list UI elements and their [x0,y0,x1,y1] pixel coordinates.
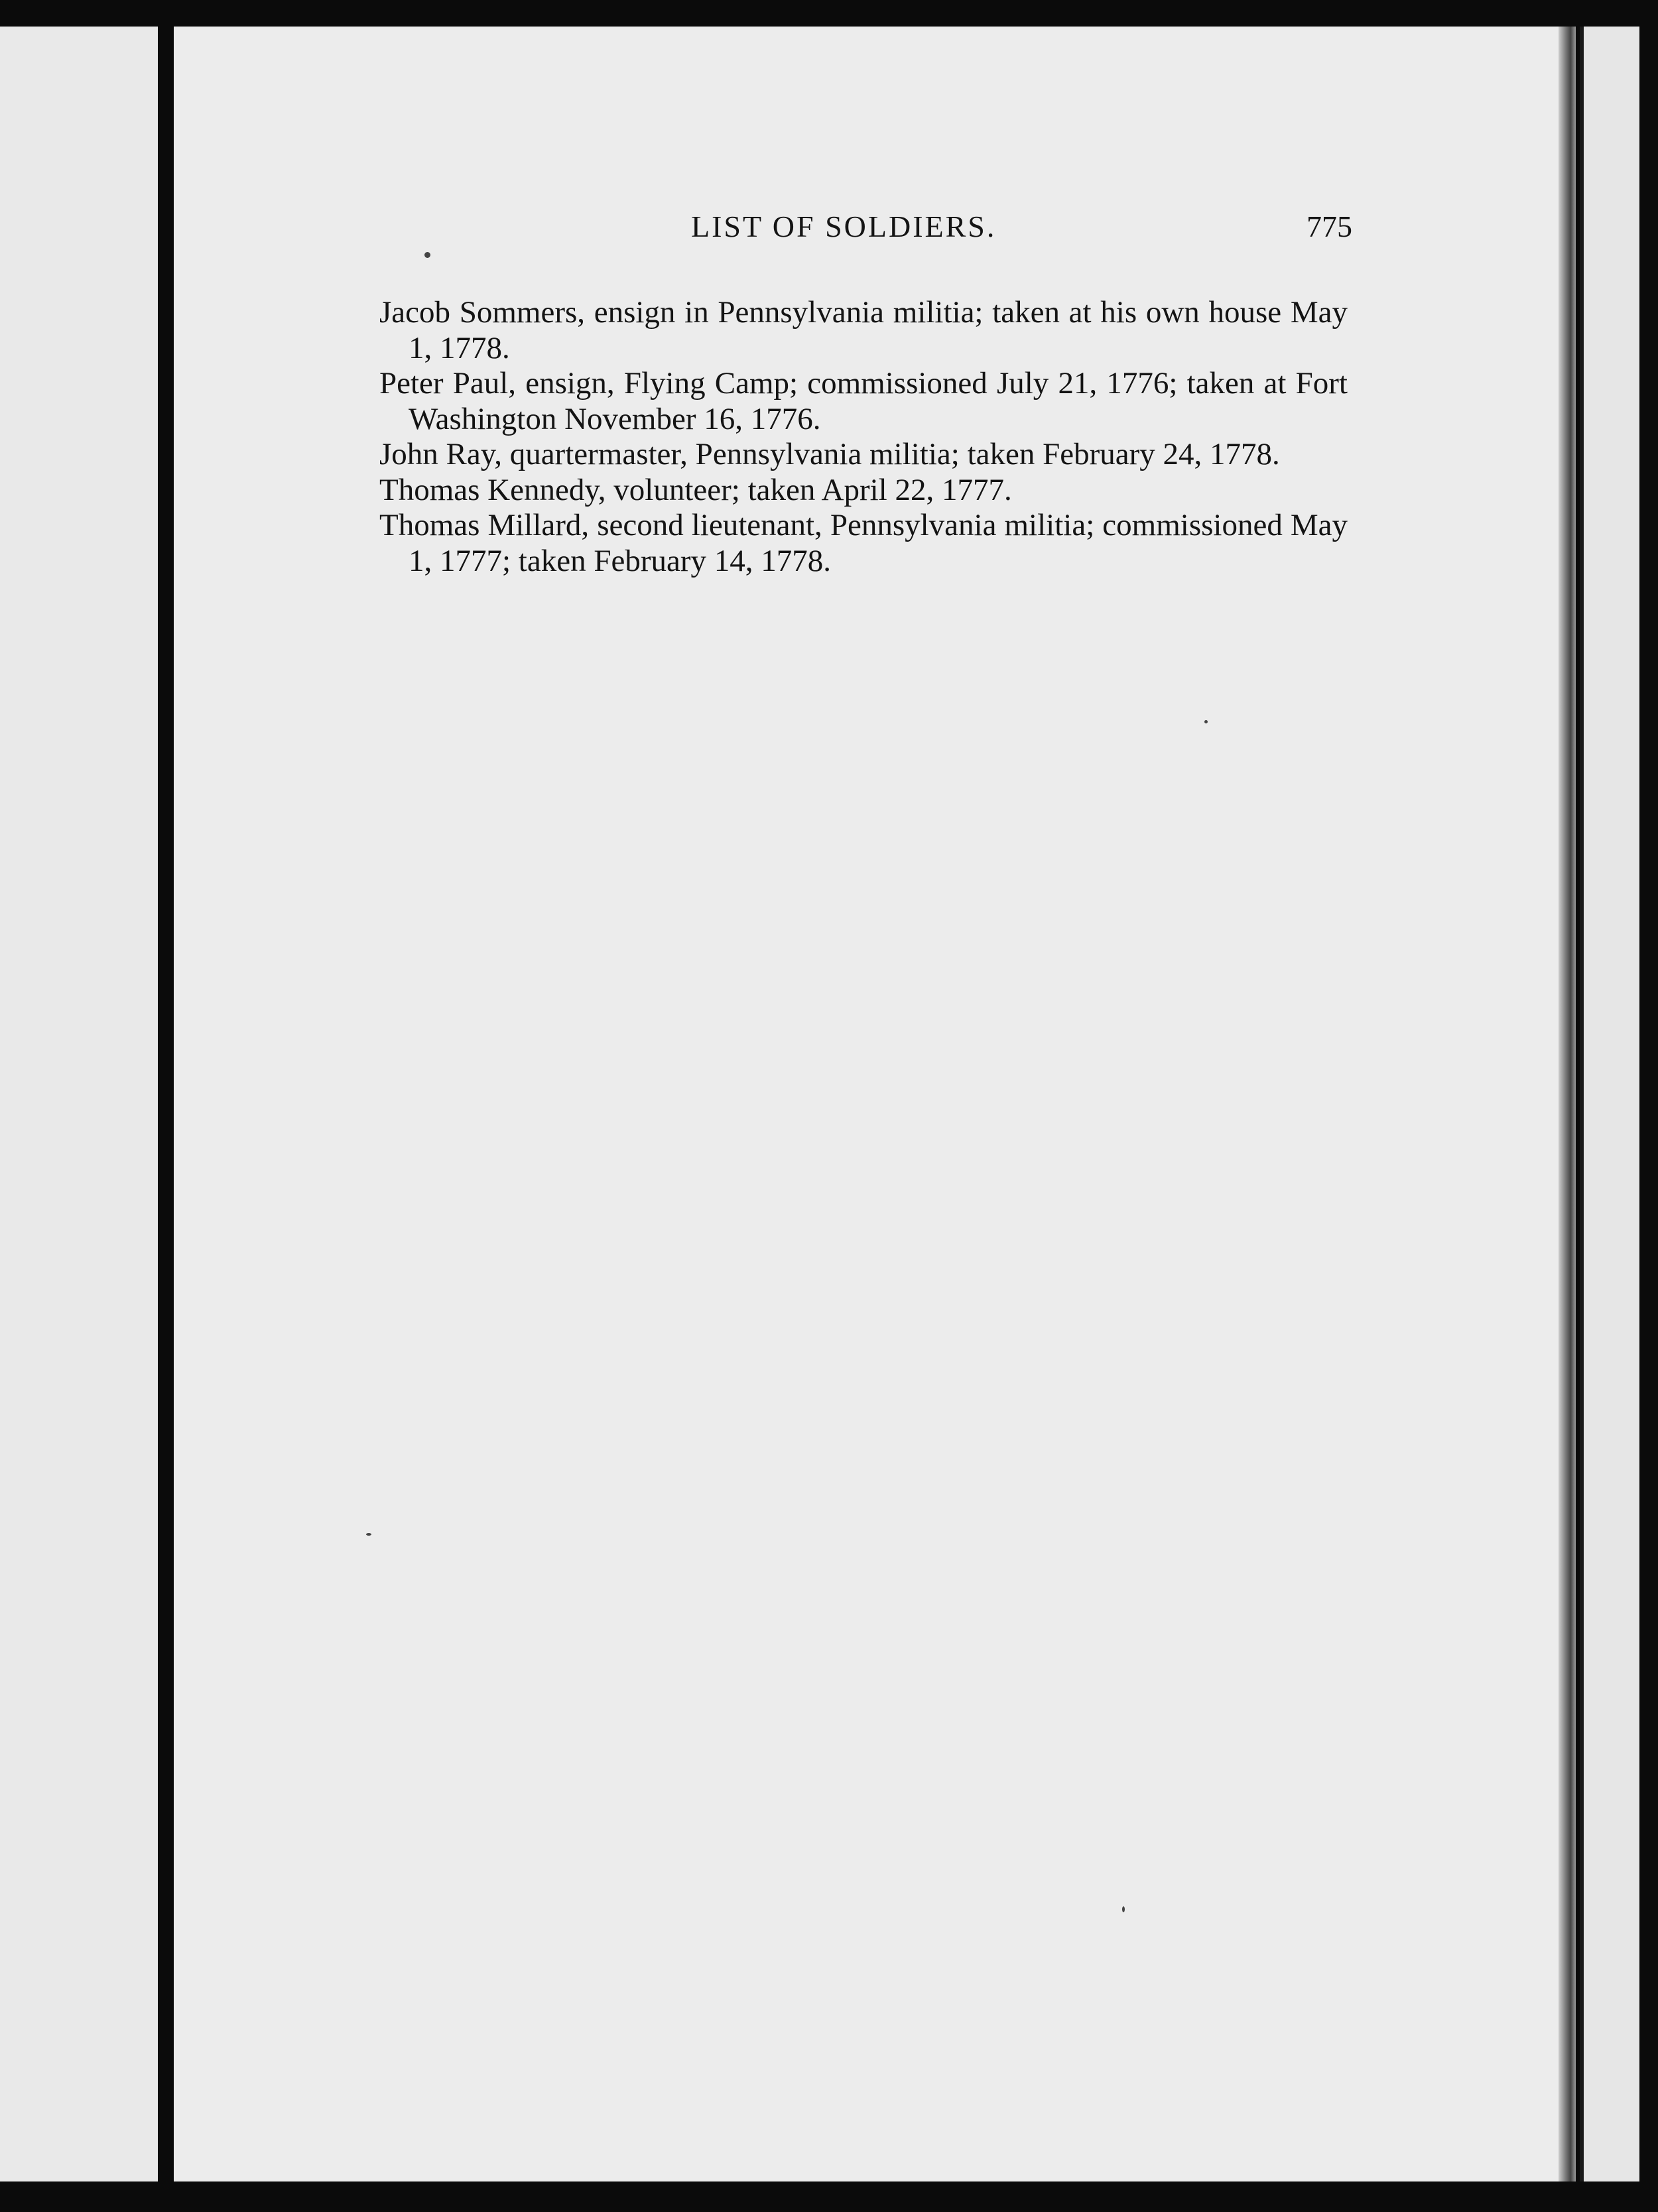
scan-speck [1122,1906,1125,1912]
list-item: Jacob Sommers, ensign in Pennsylvania militia; taken at his own house May 1, 1778. [379,295,1348,365]
book-page [174,27,1559,2181]
list-item: Thomas Kennedy, volunteer; taken April 22, 1777. [379,472,1012,507]
list-item: Thomas Millard, second lieutenant, Pennsylvania militia; commissioned May 1, 1777; taken February 14, 1778. [379,508,1348,578]
list-item: John Ray, quartermaster, Pennsylvania militia; taken February 24, 1778. [379,437,1280,471]
right-page-margin [1580,27,1639,2181]
soldier-list [379,295,1348,579]
list-item: Peter Paul, ensign, Flying Camp; commissioned July 21, 1776; taken at Fort Washington November 16, 1776. [379,366,1348,436]
scan-speck [1204,720,1208,723]
scan-speck [366,1533,371,1536]
left-page-margin [0,27,158,2181]
page-header [174,209,1559,262]
page-edge-shadow [1559,27,1576,2181]
scan-speck [424,252,430,258]
page-number: 775 [1307,210,1352,243]
running-title: LIST OF SOLDIERS. [691,210,997,243]
